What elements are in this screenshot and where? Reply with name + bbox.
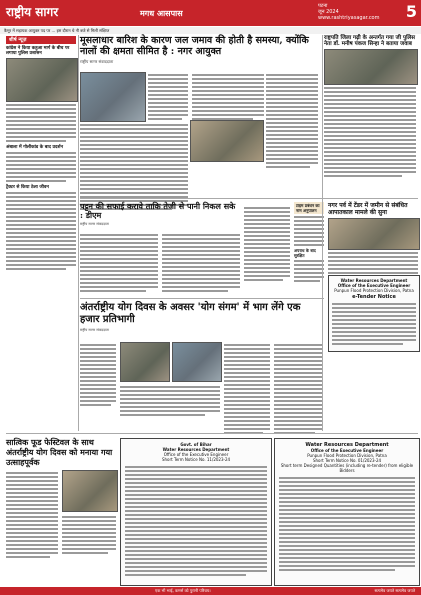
- bottom-left-body: [6, 470, 58, 560]
- ad-mid-ref: Short Term Notice No. 11/2023-24: [161, 457, 231, 462]
- page-number: 5: [405, 2, 417, 21]
- tender-ad-right: [274, 438, 420, 586]
- bottom-left-story: [6, 437, 116, 467]
- photo-yoga-2: [172, 342, 222, 382]
- notice-office: Office of the Executive Engineer: [337, 283, 411, 288]
- left-third-head: ट्रैक्टर से किया ठेला जीवन: [6, 185, 49, 190]
- masthead: [0, 0, 421, 26]
- right-column: [324, 35, 416, 179]
- section-title: मगध आसपास: [140, 9, 183, 18]
- middle-story: [80, 202, 240, 227]
- top-story-body-3: [192, 72, 264, 122]
- notice-dept: Water Resources Department: [340, 278, 408, 283]
- photo-nagar-ayukt: [190, 120, 264, 162]
- top-story-byline: राष्ट्रीय सागर संवाददाता: [80, 59, 114, 64]
- yoga-story-headline: अंतर्राष्ट्रीय योग दिवस के अवसर 'योग संगम' में भाग लेंगे एक हजार प्रतिभागी: [80, 302, 301, 325]
- middle-story-headline: पट्टन की सफाई करावे ताकि तेजी से पानी निकल सके : डीएम: [80, 201, 236, 220]
- ad-mid-office: Office of the Executive Engineer: [163, 452, 229, 457]
- date: जून 2024: [318, 9, 339, 15]
- divider-h-2: [80, 298, 324, 299]
- middle-story-body-2: [162, 232, 240, 294]
- ticker-text: कैमूर में सहायक आयुक्त पद पर ... इस दौरान थे नौ बजे से मिली संक्षिप्त: [4, 28, 110, 33]
- mid-box-head-2: अपराध के बाद सुरक्षित: [294, 248, 316, 258]
- tender-notice: [328, 275, 420, 352]
- footer-text: एक भी भाई, कमर्स को पुरानी परिचय।: [155, 588, 211, 593]
- footer-right: सत्यमेव जयते सत्यमेव जयते: [374, 588, 415, 593]
- left-column: [6, 36, 76, 272]
- photo-food-festival: [62, 470, 118, 512]
- ticker-strip: [0, 27, 421, 34]
- right-head-2: नेता डॉ. मनीष पंकज सिन्हा ने बताया जवाब: [324, 41, 412, 47]
- yoga-story-byline: राष्ट्रीय सागर संवाददाता: [80, 328, 109, 332]
- left-lead-head: कांग्रेस ने किया कहुआ मार्ग के बीच पर लगाया पुलिस प्रशासन: [6, 46, 70, 56]
- middle-story-body-3: [244, 205, 290, 283]
- newspaper-brand: राष्ट्रीय सागर: [6, 5, 59, 19]
- notice-sub: Punpun Flood Protection Division, Patna: [334, 288, 414, 293]
- middle-story-byline: राष्ट्रीय सागर संवाददाता: [80, 222, 109, 226]
- photo-protest: [6, 58, 78, 102]
- footer-bar: [0, 587, 421, 595]
- yoga-story-body-4: [120, 384, 220, 418]
- tender-ad-middle: [120, 438, 272, 586]
- right-story: [328, 202, 418, 284]
- notice-title: e-Tender Notice: [352, 294, 396, 300]
- yoga-story-body-3: [274, 342, 322, 436]
- mid-box-head: टाइम प्रबंधन का नाम अनुपालन: [294, 202, 324, 214]
- divider-v-1: [78, 35, 79, 431]
- photo-right-story: [328, 218, 420, 250]
- masthead-meta: [318, 3, 380, 21]
- mid-right-box: [294, 202, 324, 284]
- ad-right-office: Office of the Executive Engineer: [310, 448, 384, 453]
- bottom-left-body-2: [62, 514, 116, 556]
- website: www.rashtriyasagar.com: [318, 15, 380, 21]
- right-head-1: राष्ट्रपति जिला गढ़ी के अन्तर्गत गया जी पुलिस: [324, 35, 415, 41]
- top-story-body-2: [148, 72, 188, 122]
- ad-mid-title: Govt. of Bihar: [180, 442, 212, 447]
- ad-right-title: Short term Designed Quantities (including re-tender) from eligible Bidders: [280, 463, 414, 473]
- divider-v-2: [322, 35, 323, 431]
- right-story-headline: नगर पर्व में टेंडर में जमीन से संबंधित आपातकाल मामले की सुना: [328, 202, 408, 216]
- yoga-story-body: [80, 342, 116, 408]
- photo-right-top: [324, 49, 418, 85]
- news-label: शीर्ष न्यूज़: [6, 36, 76, 44]
- ad-right-ref: Short Term Notice No. 01/2023-24: [312, 458, 382, 463]
- photo-yoga-1: [120, 342, 170, 382]
- divider-h-3: [6, 433, 418, 434]
- yoga-story-body-2: [224, 342, 270, 436]
- ad-mid-dept: Water Resources Department: [162, 447, 230, 452]
- ad-right-sub: Punpun Flood Protection Division, Patna: [307, 453, 387, 458]
- bottom-left-headline: सात्विक फूड फेस्टिवल के साथ अंतर्राष्ट्रीय योग दिवस को मनाया गया उत्साहपूर्वक: [6, 437, 113, 467]
- top-story: [80, 35, 320, 65]
- photo-water-logging: [80, 72, 146, 122]
- middle-story-body: [80, 232, 158, 294]
- yoga-story: [80, 302, 320, 333]
- top-story-headline: मूसलाधार बारिश के कारण जल जमाव की होती है समस्या, क्योंकि नालों की क्षमता सीमित है : नगर आयुक्त: [80, 35, 309, 57]
- top-story-body-4: [266, 72, 318, 170]
- divider-h-1: [80, 198, 418, 199]
- left-second-head: अंबाला में गोलीकांड के बाद प्रदर्शन: [6, 145, 63, 150]
- city: पटना: [318, 3, 328, 9]
- ad-right-dept: Water Resources Department: [305, 442, 389, 448]
